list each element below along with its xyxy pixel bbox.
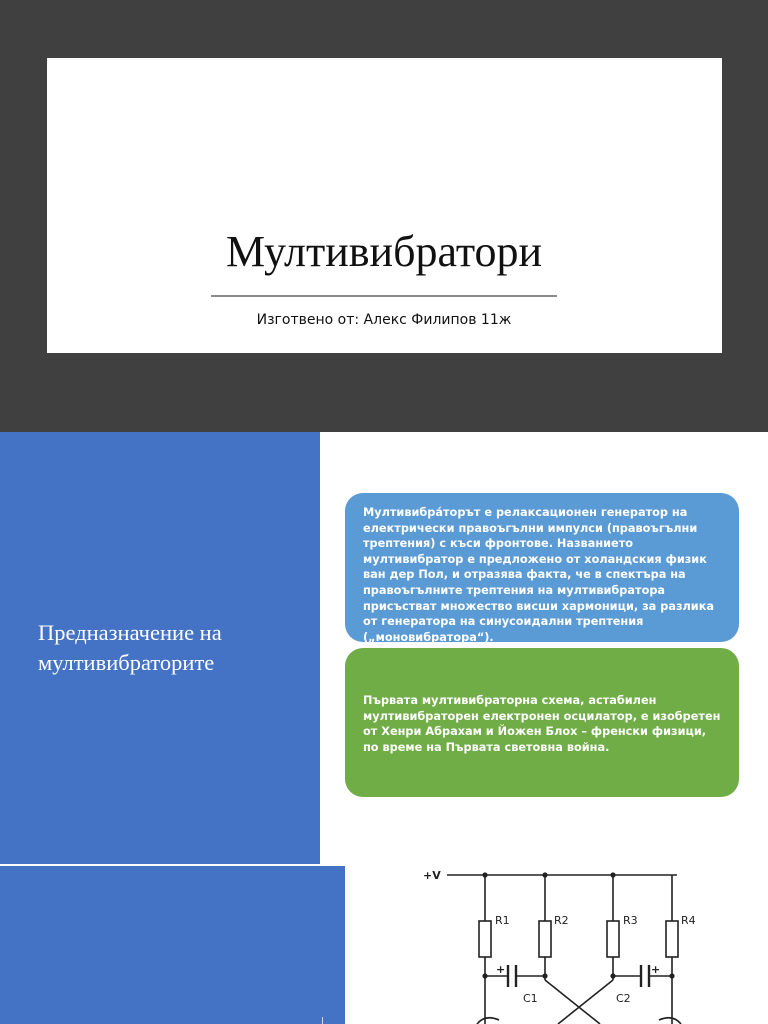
content-slide <box>0 432 768 864</box>
resistor-r2 <box>539 921 551 957</box>
side-panel <box>0 866 345 1024</box>
title-divider <box>211 295 557 297</box>
slide-title: Мултивибратори <box>225 227 543 276</box>
resistor-r4 <box>666 921 678 957</box>
label-r3: R3 <box>623 914 638 927</box>
title-card <box>47 58 722 353</box>
label-c1: C1 <box>523 992 538 1005</box>
heading-panel <box>0 432 320 864</box>
definition-text: Мултивибра́торът е релаксационен генератор на електрически правоъгълни импулси (правоъгълни трептения) с къси фронтове. Названието мултивибратор е предложено от холандския физик ван дер Пол, и отразява факта, че в спектъра на правоъгълните трептения на мултивибратора присъстват множество висши хармоници, за разлика от генератора на синусоидални трептения („моновибратора“). <box>363 506 714 644</box>
history-text: Първата мултивибраторна схема, астабилен мултивибраторен електронен осцилатор, е изобретен от Хенри Абрахам и Йожен Блох – френски физици, по време на Първата световна война. <box>363 694 721 754</box>
panel-divider <box>322 1017 323 1024</box>
label-c2: C2 <box>616 992 631 1005</box>
c2-polarity: + <box>651 963 661 976</box>
label-r2: R2 <box>554 914 569 927</box>
title-slide <box>0 0 768 432</box>
slide-heading: Предназначение на мултивибраторите <box>38 620 222 675</box>
history-box <box>345 648 739 797</box>
resistor-r3 <box>607 921 619 957</box>
supply-label: +V <box>423 869 441 882</box>
circuit-slide <box>0 864 768 1024</box>
resistor-r1 <box>479 921 491 957</box>
c1-polarity: + <box>496 963 506 976</box>
label-r1: R1 <box>495 914 510 927</box>
multivibrator-circuit-diagram <box>415 864 705 1024</box>
definition-box <box>345 493 739 642</box>
slide-subtitle: Изготвено от: Алекс Филипов 11ж <box>256 312 512 328</box>
label-r4: R4 <box>681 914 696 927</box>
